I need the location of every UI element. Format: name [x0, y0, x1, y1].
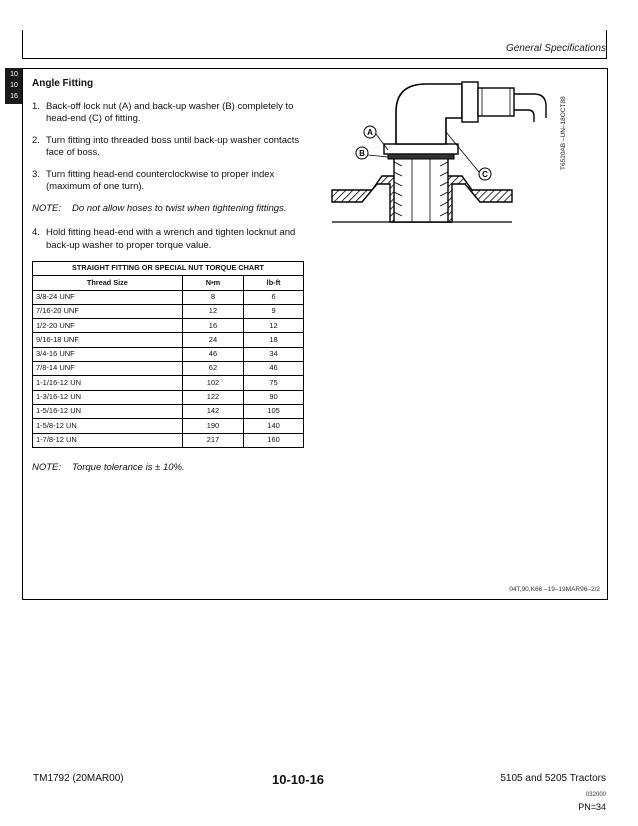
cell-lbft: 140 — [244, 419, 304, 433]
table-row — [33, 362, 304, 376]
tube-nut — [478, 88, 514, 116]
cell-thread: 3/8-24 UNF — [33, 290, 183, 304]
main-column — [32, 78, 307, 486]
table-row — [33, 419, 304, 433]
step-number: 2. — [32, 134, 40, 146]
cell-thread: 7/16-20 UNF — [33, 304, 183, 318]
cell-thread: 9/16-18 UNF — [33, 333, 183, 347]
step-number: 1. — [32, 100, 40, 112]
cell-lbft: 12 — [244, 319, 304, 333]
footer-model: 5105 and 5205 Tractors — [500, 773, 606, 784]
section-side-tab — [5, 68, 23, 104]
cell-nm: 190 — [182, 419, 243, 433]
backup-washer — [388, 154, 454, 159]
cell-nm: 8 — [182, 290, 243, 304]
lock-nut — [384, 144, 458, 154]
svg-text:A: A — [367, 128, 373, 137]
cell-nm: 46 — [182, 347, 243, 361]
footer-page-number: 10-10-16 — [272, 772, 325, 787]
cell-lbft: 160 — [244, 433, 304, 447]
side-tab-line-3: 16 — [10, 93, 18, 100]
note-hoses — [32, 203, 307, 216]
col-header-nm: N•m — [182, 276, 243, 290]
footer-manual-id: TM1792 (20MAR00) — [33, 773, 124, 784]
step-text: Turn fitting into threaded boss until back-up washer contacts face of boss. — [46, 134, 300, 158]
hex-nut — [462, 82, 478, 122]
cell-thread: 7/8-14 UNF — [33, 362, 183, 376]
header-right-rule — [606, 30, 607, 58]
step-number: 3. — [32, 168, 40, 180]
cell-nm: 12 — [182, 304, 243, 318]
cell-nm: 102 — [182, 376, 243, 390]
figure-id: T6520AB –UN–18OCT88 — [560, 96, 567, 170]
torque-chart-table — [32, 261, 304, 448]
table-row — [33, 404, 304, 418]
cell-thread: 1-5/8-12 UN — [33, 419, 183, 433]
side-tab-line-2: 10 — [10, 82, 18, 89]
step-4 — [32, 227, 307, 252]
cell-lbft: 105 — [244, 404, 304, 418]
box-reference-code: 04T,90,K66 –19–19MAR96–2/2 — [509, 586, 600, 593]
note-tolerance — [32, 462, 307, 475]
note-text: Do not allow hoses to twist when tightening fittings. — [72, 202, 287, 214]
note-label: NOTE: — [32, 461, 62, 473]
cell-nm: 62 — [182, 362, 243, 376]
cell-thread: 1/2-20 UNF — [33, 319, 183, 333]
step-1 — [32, 101, 307, 126]
step-text: Hold fitting head-end with a wrench and tighten locknut and back-up washer to proper torque value. — [46, 227, 296, 251]
col-header-thread-size: Thread Size — [33, 276, 183, 290]
cell-lbft: 34 — [244, 347, 304, 361]
note-text: Torque tolerance is ± 10%. — [72, 461, 185, 473]
cell-lbft: 9 — [244, 304, 304, 318]
table-row — [33, 333, 304, 347]
table-row — [33, 290, 304, 304]
callout-b — [356, 147, 388, 159]
cell-nm: 142 — [182, 404, 243, 418]
step-text: Turn fitting head-end counterclockwise to proper index (maximum of one turn). — [46, 168, 275, 192]
cell-lbft: 18 — [244, 333, 304, 347]
header-divider — [22, 58, 607, 59]
footer-pn: PN=34 — [578, 802, 606, 812]
side-tab-line-1: 10 — [10, 71, 18, 78]
table-row — [33, 319, 304, 333]
cell-thread: 1-1/16-12 UN — [33, 376, 183, 390]
table-row — [33, 347, 304, 361]
cell-thread: 1-3/16-12 UN — [33, 390, 183, 404]
cell-lbft: 90 — [244, 390, 304, 404]
page-header-title: General Specifications — [505, 43, 606, 54]
cell-thread: 3/4-16 UNF — [33, 347, 183, 361]
cell-nm: 16 — [182, 319, 243, 333]
table-row — [33, 433, 304, 447]
footer-date-code: 032000 — [585, 792, 606, 798]
table-title: STRAIGHT FITTING OR SPECIAL NUT TORQUE CHART — [33, 262, 304, 276]
elbow-head — [396, 84, 462, 144]
col-header-lbft: lb-ft — [244, 276, 304, 290]
cell-nm: 122 — [182, 390, 243, 404]
tube-line — [514, 94, 546, 118]
cell-thread: 1-7/8-12 UN — [33, 433, 183, 447]
table-row — [33, 376, 304, 390]
cell-thread: 1-5/16-12 UN — [33, 404, 183, 418]
cell-lbft: 6 — [244, 290, 304, 304]
note-label: NOTE: — [32, 202, 62, 214]
svg-text:C: C — [482, 170, 488, 179]
cell-nm: 24 — [182, 333, 243, 347]
step-3 — [32, 169, 307, 194]
step-2 — [32, 135, 307, 160]
angle-fitting-illustration — [322, 72, 582, 242]
table-row — [33, 390, 304, 404]
fitting-body — [394, 150, 448, 222]
step-number: 4. — [32, 227, 40, 238]
cell-lbft: 75 — [244, 376, 304, 390]
cell-nm: 217 — [182, 433, 243, 447]
step-text: Back-off lock nut (A) and back-up washer (B) completely to head-end (C) of fitting. — [46, 100, 294, 124]
cell-lbft: 46 — [244, 362, 304, 376]
svg-text:B: B — [359, 149, 365, 158]
table-row — [33, 304, 304, 318]
section-title: Angle Fitting — [32, 78, 94, 89]
